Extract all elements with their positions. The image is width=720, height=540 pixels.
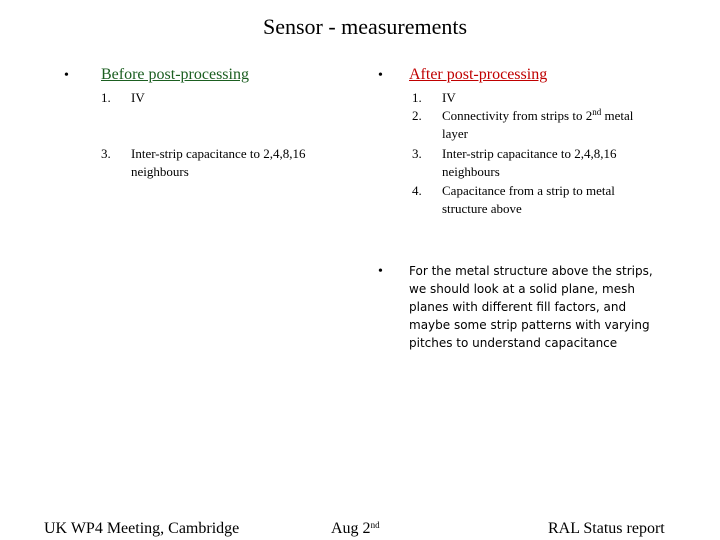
left-item-3 [101, 145, 305, 163]
right-item-2-continuation: layer [442, 126, 468, 141]
left-bullet: • [64, 68, 69, 83]
right-item-3-text: Inter-strip capacitance to 2,4,8,16 [442, 146, 617, 161]
footer-meeting: UK WP4 Meeting, Cambridge [44, 520, 240, 537]
left-item-3-continuation: neighbours [131, 164, 189, 179]
right-item-4-continuation: structure above [442, 201, 522, 216]
metal-structure-note: For the metal structure above the strips, we should look at a solid plane, mesh planes with different fill factors, and maybe some strip patterns with varying pitches to understand capacitance [409, 264, 653, 350]
footer-report: RAL Status report [548, 520, 665, 537]
before-heading: Before post-processing [101, 66, 249, 83]
right-item-2-number: 2. [412, 108, 422, 123]
right-bullet: • [378, 68, 383, 83]
left-item-3-text: Inter-strip capacitance to 2,4,8,16 [131, 146, 306, 161]
right-item-1-number: 1. [412, 90, 422, 105]
left-item-1 [101, 89, 145, 107]
right-item-2 [412, 107, 633, 125]
footer-date [331, 520, 380, 538]
slide-title: Sensor - measurements [262, 14, 468, 39]
note-bullet: • [378, 264, 383, 279]
left-item-1-number: 1. [101, 90, 111, 105]
right-item-4-number: 4. [412, 183, 422, 198]
right-item-3-continuation: neighbours [442, 164, 500, 179]
left-item-3-number: 3. [101, 146, 111, 161]
right-item-1-text: IV [442, 90, 456, 105]
right-item-2-superscript: nd [592, 107, 602, 117]
right-item-4 [412, 182, 615, 200]
right-item-2-text: Connectivity from strips to 2 [442, 108, 593, 123]
right-item-4-text: Capacitance from a strip to metal [442, 183, 615, 198]
left-item-1-text: IV [131, 90, 145, 105]
footer-date-text: Aug 2 [331, 520, 371, 537]
after-heading: After post-processing [409, 66, 548, 83]
right-item-2-text-after: metal [601, 108, 634, 123]
footer-date-superscript: nd [370, 520, 380, 530]
right-item-3-number: 3. [412, 146, 422, 161]
right-item-1 [412, 89, 456, 107]
right-item-3 [412, 145, 616, 163]
